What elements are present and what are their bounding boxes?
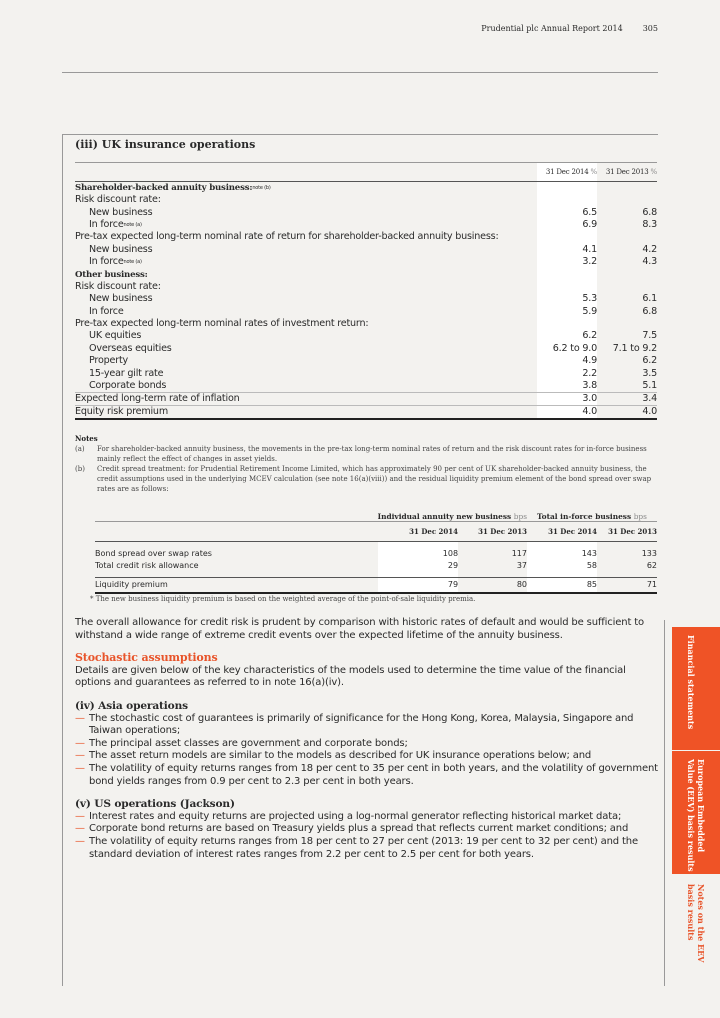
asia-list — [75, 713, 660, 789]
note-ref: note (a) — [123, 221, 142, 228]
table-row — [75, 343, 657, 355]
row-label: 15-year gilt rate — [89, 367, 164, 379]
note-ref: note (a) — [123, 259, 142, 266]
table-row — [75, 306, 657, 318]
divider — [62, 134, 63, 986]
row-label: Equity risk premium — [75, 405, 168, 417]
row-label: Risk discount rate: — [75, 280, 161, 292]
list-item: — The volatility of equity returns ranges from 18 per cent to 35 per cent in both years, and the volatility of government bond yields ranges from 0.9 per cent to 2.3 per cent in both years. — [75, 763, 660, 788]
table-row — [75, 405, 657, 419]
cell-value — [537, 318, 597, 330]
us-heading: (v) US operations (Jackson) — [75, 798, 235, 811]
row-label: New business — [89, 206, 153, 218]
list-item: — The principal asset classes are government and corporate bonds; — [75, 738, 660, 751]
group-individual: Individual annuity new business bps — [377, 511, 527, 521]
cell-value: 8.3 — [642, 218, 657, 230]
cell-value: 5.1 — [642, 379, 657, 391]
cell-value: 6.2 — [537, 330, 597, 342]
cell-value: 3.4 — [597, 392, 657, 405]
table-row — [75, 268, 657, 280]
table-header — [75, 163, 657, 182]
note-b: (b) Credit spread treatment: for Prudential Retirement Income Limited, which has approximately 90 per cent of UK shareholder-backed annuity business, the credit assumptions used in the underlying MCEV calculation (see note 16(a)(viii)) and the residual liquidity premium element of the bond spread over swap rates are as follows: — [75, 465, 652, 493]
table-row — [75, 392, 657, 405]
cell-value: 2.2 — [537, 367, 597, 379]
paragraph: The overall allowance for credit risk is prudent by comparison with historic rates of default and would be sufficient to withstand a wide range of extreme credit events over the expected lifetime of the annuity business. — [75, 617, 644, 641]
table-row — [75, 367, 657, 379]
list-item: — Corporate bond returns are based on Treasury yields plus a spread that reflects current market conditions; and — [75, 823, 660, 836]
table-row: Total credit risk allowance 29 37 58 62 — [95, 560, 657, 570]
cell-value: 4.9 — [537, 355, 597, 367]
cell-value: 7.1 to 9.2 — [612, 342, 657, 354]
row-label: Pre-tax expected long-term nominal rates of investment return: — [75, 318, 369, 330]
table-row — [75, 293, 657, 305]
us-list — [75, 811, 660, 861]
cell-value — [597, 231, 657, 243]
row-label: In force — [89, 256, 124, 268]
table-row — [75, 281, 657, 293]
cell-value: 5.3 — [537, 293, 597, 305]
table-row — [75, 219, 657, 231]
row-label: In force — [89, 305, 124, 317]
cell-value: 3.8 — [537, 380, 597, 393]
footnote: * The new business liquidity premium is based on the weighted average of the point-of-sale liquidity premia. — [90, 595, 476, 603]
row-label: Pre-tax expected long-term nominal rate of return for shareholder-backed annuity business: — [75, 231, 499, 243]
row-label: Other business: — [75, 269, 148, 280]
list-item: — Interest rates and equity returns are projected using a log-normal generator reflecting historical market data; — [75, 811, 660, 824]
row-label: Corporate bonds — [89, 379, 167, 391]
list-item: — The asset return models are similar to the models as described for UK insurance operations below; and — [75, 750, 660, 763]
row-label: Property — [89, 355, 128, 367]
cell-value: 3.5 — [642, 367, 657, 379]
cell-value — [537, 281, 597, 293]
list-item: — The volatility of equity returns ranges from 18 per cent to 27 per cent (2013: 19 per cent to 32 per cent) and the standard deviation of interest rates ranges from 2.2 per cent to 2.5 per cent for both years. — [75, 836, 660, 861]
asia-heading: (iv) Asia operations — [75, 699, 188, 712]
cell-value: 4.0 — [597, 405, 657, 419]
page-number: 305 — [642, 24, 658, 33]
cell-value: 5.9 — [537, 306, 597, 318]
cell-value: 6.8 — [642, 206, 657, 218]
group-inforce: Total in-force business bps — [537, 511, 647, 521]
note-ref: note (b) — [252, 185, 271, 191]
divider — [664, 620, 665, 986]
cell-value: 4.1 — [537, 244, 597, 256]
tab-eev-basis-results[interactable]: European Embedded Value (EEV) basis results — [672, 751, 720, 874]
cell-value — [597, 268, 657, 280]
row-label: In force — [89, 218, 124, 230]
paragraph: Details are given below of the key characteristics of the models used to determine the time value of the financial options and guarantees as referred to in note 16(a)(iv). — [75, 664, 626, 689]
cell-value: 4.2 — [642, 243, 657, 255]
column-header: 31 Dec 2014 % — [537, 163, 597, 182]
divider — [62, 72, 658, 73]
notes — [75, 434, 655, 494]
cell-value: 4.0 — [537, 405, 597, 419]
report-title: Prudential plc Annual Report 2014 — [481, 24, 623, 33]
row-label: Risk discount rate: — [75, 194, 161, 206]
cell-value: 6.5 — [537, 206, 597, 218]
stochastic-heading: Stochastic assumptions — [75, 651, 218, 665]
cell-value — [537, 268, 597, 280]
credit-spread-table — [95, 497, 657, 594]
tab-financial-statements[interactable]: Financial statements — [672, 627, 720, 750]
page-header — [481, 24, 658, 33]
body-text — [75, 617, 660, 871]
table-row — [75, 318, 657, 330]
table-row: Liquidity premium 79 80 85 71 — [95, 577, 657, 593]
cell-value — [537, 231, 597, 243]
row-label: New business — [89, 243, 153, 255]
row-label: Expected long-term rate of inflation — [75, 392, 240, 404]
cell-value: 6.8 — [642, 305, 657, 317]
cell-value — [537, 182, 597, 195]
table-row — [75, 330, 657, 342]
row-label: UK equities — [89, 330, 142, 342]
table-row — [75, 206, 657, 218]
notes-title: Notes — [75, 434, 98, 443]
table-row — [75, 182, 657, 195]
cell-value — [537, 194, 597, 206]
cell-value: 4.3 — [642, 256, 657, 268]
row-label: Overseas equities — [89, 342, 172, 354]
row-label: New business — [89, 293, 153, 305]
table-row: Bond spread over swap rates 108 117 143 133 — [95, 548, 657, 558]
table-row — [75, 244, 657, 256]
cell-value: 6.2 — [642, 355, 657, 367]
column-header: 31 Dec 2013 % — [597, 163, 657, 182]
note-a: (a) For shareholder-backed annuity business, the movements in the pre-tax long-term nominal rates of return and the risk discount rates for in-force business mainly reflect the effect of changes in asset yields. — [75, 445, 647, 463]
cell-value: 7.5 — [642, 330, 657, 342]
cell-value: 6.2 to 9.0 — [537, 343, 597, 355]
table-row — [75, 380, 657, 393]
tab-notes-eev[interactable]: Notes on the EEV basis results — [686, 884, 706, 963]
cell-value — [597, 194, 657, 206]
table-row — [75, 194, 657, 206]
list-item: — The stochastic cost of guarantees is primarily of significance for the Hong Kong, Korea, Malaysia, Singapore and Taiwan operations; — [75, 713, 660, 738]
table-row — [75, 256, 657, 268]
section-title: (iii) UK insurance operations — [75, 138, 256, 151]
row-label: Shareholder-backed annuity business: — [75, 183, 253, 193]
cell-value — [597, 318, 657, 330]
cell-value: 6.9 — [537, 219, 597, 231]
cell-value: 3.0 — [537, 392, 597, 405]
cell-value — [597, 281, 657, 293]
divider — [62, 134, 658, 135]
cell-value: 6.1 — [642, 293, 657, 305]
column-header-row: 31 Dec 2014 31 Dec 2013 31 Dec 2014 31 Dec 2013 — [95, 521, 657, 541]
assumptions-table — [75, 162, 657, 420]
group-header — [95, 497, 657, 521]
cell-value — [597, 182, 657, 195]
cell-value: 3.2 — [537, 256, 597, 268]
table-row — [75, 231, 657, 243]
table-row — [75, 355, 657, 367]
